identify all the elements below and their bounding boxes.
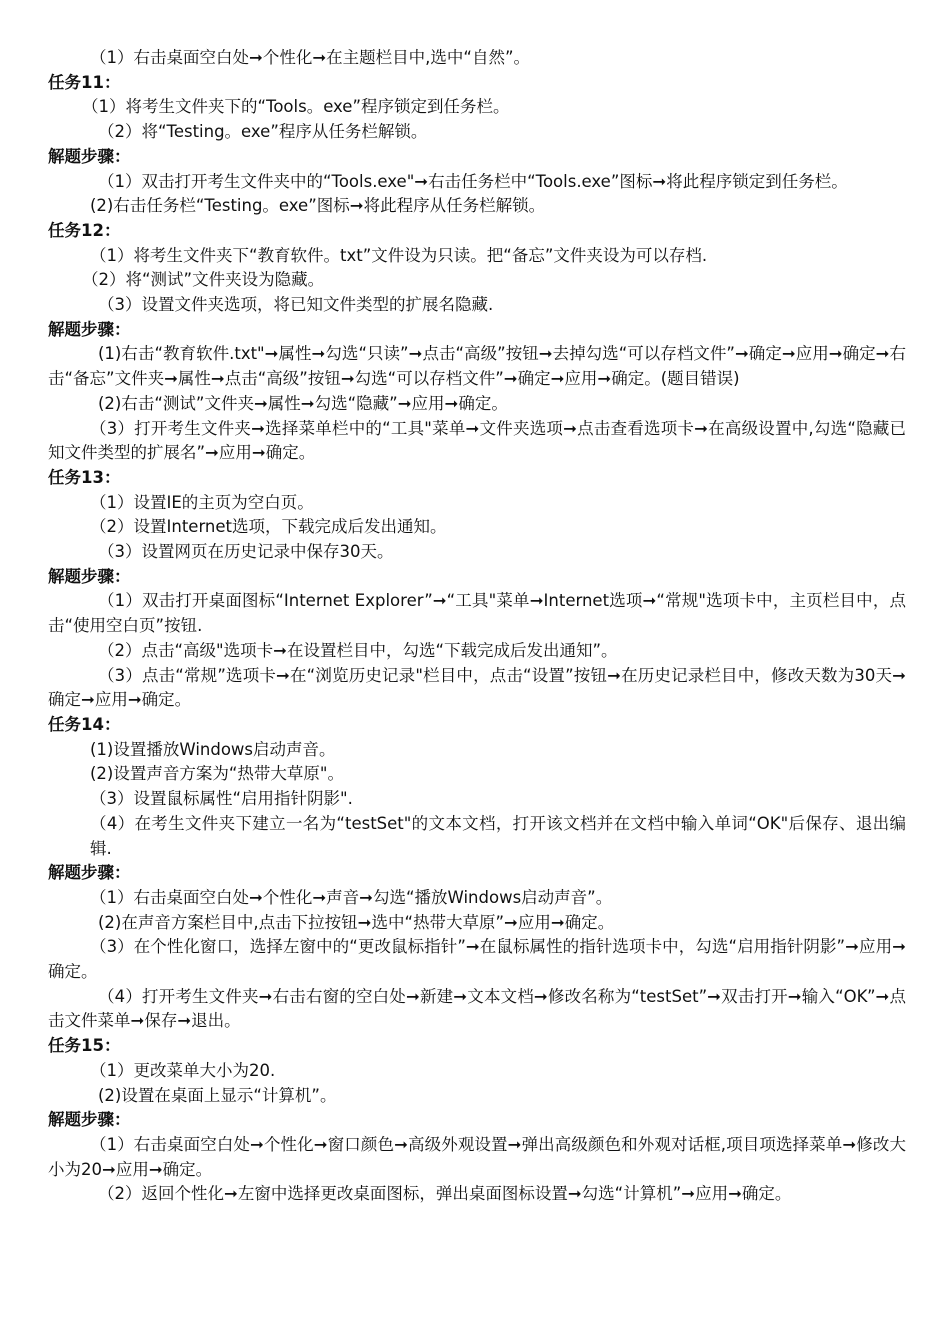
section-heading: 解题步骤： [48,319,131,339]
paragraph-line: （1）右击桌面空白处➞个性化➞在主题栏目中,选中“自然”。 [90,48,530,67]
paragraph-line: （1）右击桌面空白处➞个性化➞声音➞勾选“播放Windows启动声音”。 [90,887,613,907]
paragraph-line: （3）打开考生文件夹➞选择菜单栏中的“工具"菜单➞文件夹选项➞点击查看选项卡➞在高级设置中,勾选“隐藏已知文件类型的扩展名”➞应用➞确定。 [48,418,906,463]
paragraph-line: (1)设置播放Windows启动声音。 [90,739,336,759]
paragraph-line: （1）将考生文件夹下“教育软件。txt”文件设为只读。把“备忘”文件夹设为可以存档. [90,245,708,265]
paragraph-line: （2）设置Internet选项，下载完成后发出通知。 [90,517,447,537]
paragraph-line: (1)右击“教育软件.txt"➞属性➞勾选“只读”➞点击“高级”按钮➞去掉勾选“可以存档文件”➞确定➞应用➞确定➞右击“备忘”文件夹➞属性➞点击“高级”按钮➞勾选“可以存档文件”➞确定➞应用➞确定。(题目错误) [48,344,906,389]
paragraph-line: （1）双击打开考生文件夹中的“Tools.exe"➞右击任务栏中“Tools.exe”图标➞将此程序锁定到任务栏。 [98,171,848,191]
section-heading: 任务11： [48,72,121,92]
paragraph-line: （3）点击“常规”选项卡➞在“浏览历史记录"栏目中，点击“设置”按钮➞在历史记录栏目中，修改天数为30天➞确定➞应用➞确定。 [48,665,906,710]
section-heading: 解题步骤： [48,146,131,166]
paragraph-line: （3）设置文件夹选项，将已知文件类型的扩展名隐藏. [98,295,494,315]
section-heading: 任务12： [48,220,121,240]
section-heading: 解题步骤： [48,1110,131,1130]
paragraph-line: （3）在个性化窗口，选择左窗中的“更改鼠标指针”➞在鼠标属性的指针选项卡中，勾选“启用指针阴影”➞应用➞确定。 [48,937,906,982]
paragraph-line: （4）打开考生文件夹➞右击右窗的空白处➞新建➞文本文档➞修改名称为“testSet”➞双击打开➞输入“OK”➞点击文件菜单➞保存➞退出。 [48,986,906,1031]
paragraph-line: （1）双击打开桌面图标“Internet Explorer”➞“工具"菜单➞Internet选项➞“常规"选项卡中，主页栏目中，点击“使用空白页”按钮. [48,591,906,636]
paragraph-line: （1）设置IE的主页为空白页。 [90,492,314,512]
paragraph-line: （2）将“测试”文件夹设为隐藏。 [82,270,325,290]
paragraph-line: (2)设置在桌面上显示“计算机”。 [98,1085,337,1105]
paragraph-line: （3）设置网页在历史记录中保存30天。 [98,542,394,562]
paragraph-line: (2)设置声音方案为“热带大草原"。 [90,764,345,784]
paragraph-line: （1）将考生文件夹下的“Tools。exe”程序锁定到任务栏。 [82,97,510,117]
paragraph-line: （2）点击“高级"选项卡➞在设置栏目中，勾选“下载完成后发出通知”。 [98,640,618,660]
document-body [48,46,906,1207]
section-heading: 任务14： [48,714,121,734]
paragraph-line: （1）更改菜单大小为20. [90,1060,276,1080]
paragraph-line: （2）返回个性化➞左窗中选择更改桌面图标，弹出桌面图标设置➞勾选“计算机”➞应用➞确定。 [98,1184,792,1204]
paragraph-line: (2)右击“测试”文件夹➞属性➞勾选“隐藏”➞应用➞确定。 [98,393,508,413]
paragraph-line: （3）设置鼠标属性“启用指针阴影". [90,789,353,809]
paragraph-line: (2)在声音方案栏目中,点击下拉按钮➞选中“热带大草原”➞应用➞确定。 [98,912,615,932]
section-heading: 解题步骤： [48,566,131,586]
section-heading: 任务13： [48,467,121,487]
paragraph-line: （1）右击桌面空白处➞个性化➞窗口颜色➞高级外观设置➞弹出高级颜色和外观对话框,项目项选择菜单➞修改大小为20➞应用➞确定。 [48,1134,906,1179]
paragraph-line: （4）在考生文件夹下建立一名为“testSet"的文本文档，打开该文档并在文档中输入单词“OK"后保存、退出编辑. [90,813,906,858]
section-heading: 解题步骤： [48,863,131,883]
paragraph-line: （2）将“Testing。exe”程序从任务栏解锁。 [98,122,428,142]
paragraph-line: (2)右击任务栏“Testing。exe”图标➞将此程序从任务栏解锁。 [90,196,546,216]
section-heading: 任务15： [48,1036,121,1056]
